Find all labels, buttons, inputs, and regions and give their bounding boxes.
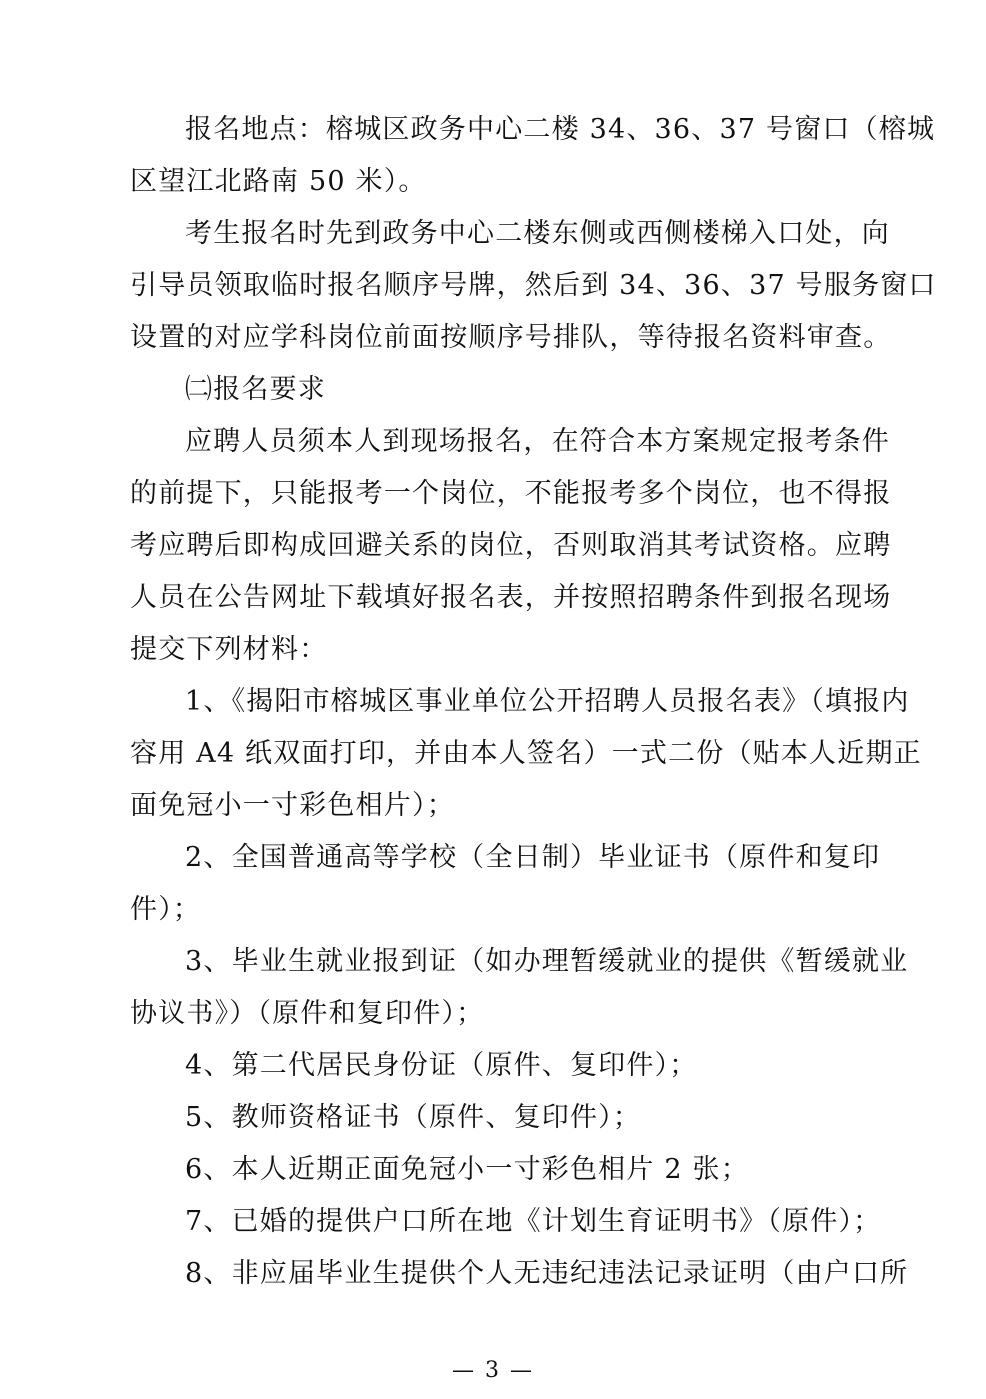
list-item-1-cont-2: 面免冠小一寸彩色相片）； xyxy=(130,790,455,821)
paragraph-procedure-cont-1: 引导员领取临时报名顺序号牌，然后到 34、36、37 号服务窗口 xyxy=(130,270,937,301)
list-item-6: 6、本人近期正面免冠小一寸彩色相片 2 张； xyxy=(185,1154,749,1185)
paragraph-requirements-cont-2: 考应聘后即构成回避关系的岗位，否则取消其考试资格。应聘 xyxy=(130,530,892,561)
section-heading-requirements: ㈡报名要求 xyxy=(185,374,326,405)
list-item-1-cont-1: 容用 A4 纸双面打印，并由本人签名）一式二份（贴本人近期正 xyxy=(130,738,922,769)
list-item-3-cont: 协议书》）（原件和复印件）； xyxy=(130,998,485,1029)
paragraph-requirements-cont-4: 提交下列材料： xyxy=(130,634,328,665)
list-item-7: 7、已婚的提供户口所在地《计划生育证明书》（原件）； xyxy=(185,1206,882,1237)
paragraph-registration-location-cont: 区望江北路南 50 米）。 xyxy=(130,166,427,197)
paragraph-requirements-cont-1: 的前提下，只能报考一个岗位，不能报考多个岗位，也不得报 xyxy=(130,478,892,509)
paragraph-procedure: 考生报名时先到政务中心二楼东侧或西侧楼梯入口处，向 xyxy=(185,218,890,249)
list-item-8: 8、非应届毕业生提供个人无违纪违法记录证明（由户口所 xyxy=(185,1258,909,1289)
list-item-2-cont: 件）； xyxy=(130,894,202,925)
list-item-1: 1、《揭阳市榕城区事业单位公开招聘人员报名表》（填报内 xyxy=(185,686,910,717)
paragraph-registration-location: 报名地点：榕城区政务中心二楼 34、36、37 号窗口（榕城 xyxy=(185,114,936,145)
list-item-4: 4、第二代居民身份证（原件、复印件）； xyxy=(185,1050,698,1081)
paragraph-procedure-cont-2: 设置的对应学科岗位前面按顺序号排队，等待报名资料审查。 xyxy=(130,322,892,353)
page-number: — 3 — xyxy=(452,1358,534,1383)
list-item-2: 2、全国普通高等学校（全日制）毕业证书（原件和复印 xyxy=(185,842,881,873)
list-item-3: 3、毕业生就业报到证（如办理暂缓就业的提供《暂缓就业 xyxy=(185,946,909,977)
list-item-5: 5、教师资格证书（原件、复印件）； xyxy=(185,1102,642,1133)
paragraph-requirements-cont-3: 人员在公告网址下载填好报名表，并按照招聘条件到报名现场 xyxy=(130,582,892,613)
paragraph-requirements: 应聘人员须本人到现场报名，在符合本方案规定报考条件 xyxy=(185,426,890,457)
